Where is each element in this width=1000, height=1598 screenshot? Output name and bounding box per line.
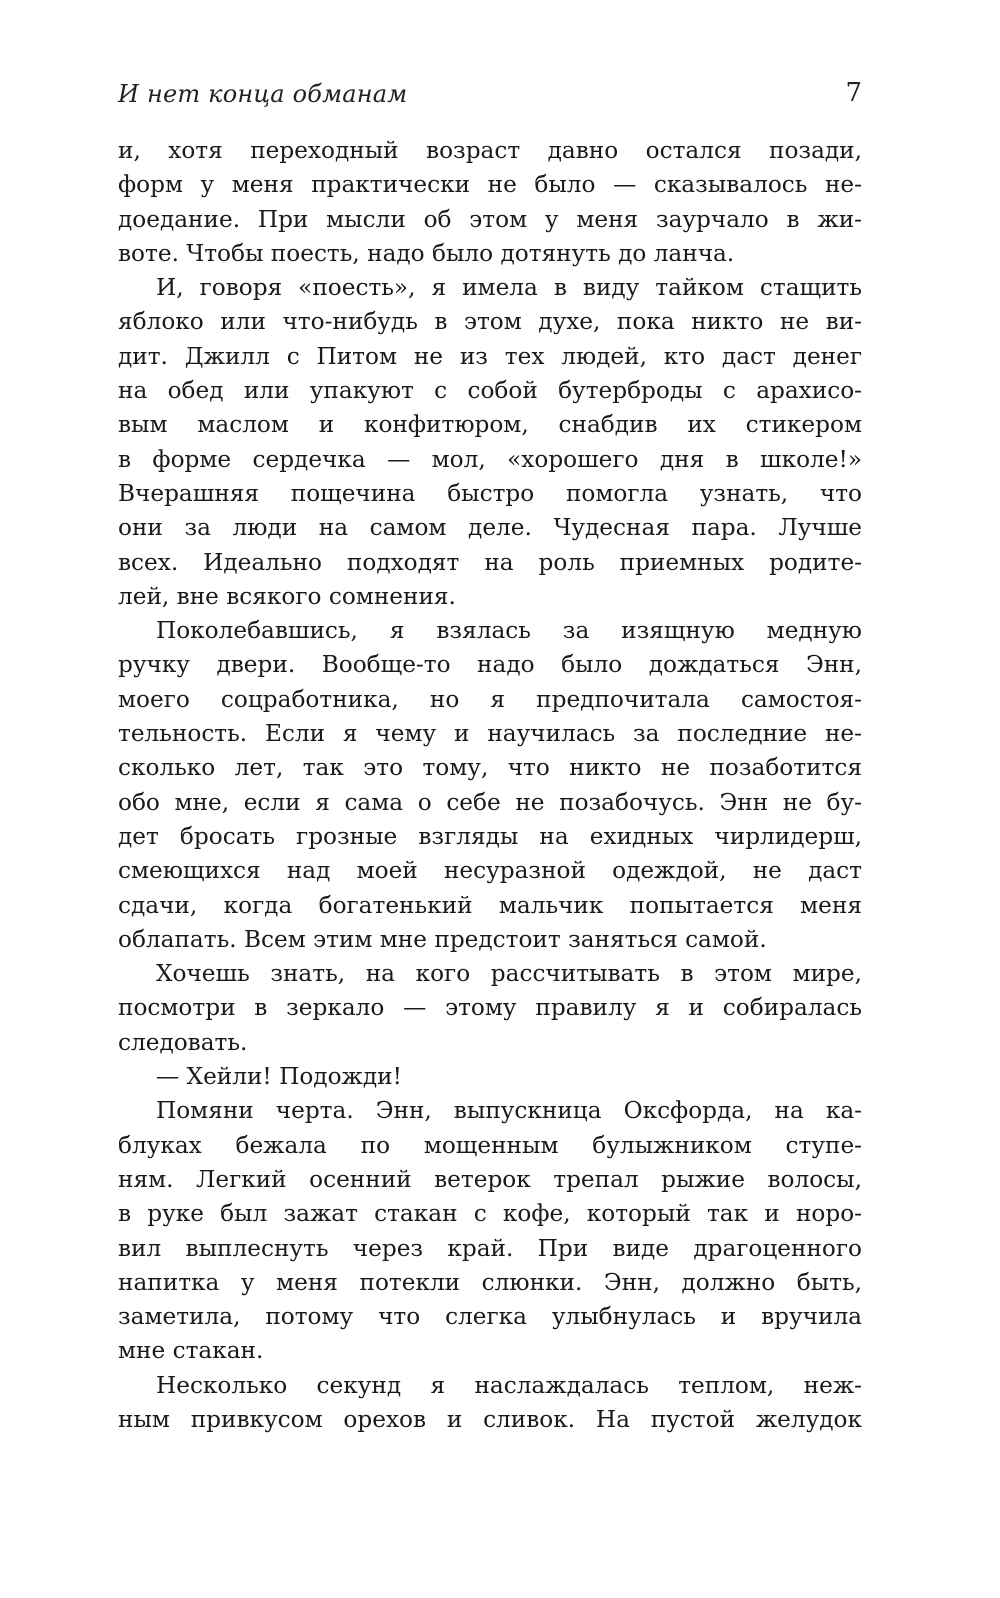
text-line: яблоко или что-нибудь в этом духе, пока никто не ви- <box>118 308 862 336</box>
text-line: дет бросать грозные взгляды на ехидных чирлидерш, <box>118 822 862 850</box>
text-line: ням. Легкий осенний ветерок трепал рыжие волосы, <box>118 1165 862 1193</box>
text-line: блуках бежала по мощенным булыжником ступе- <box>118 1131 862 1159</box>
text-line: Несколько секунд я наслаждалась теплом, неж- <box>156 1371 862 1399</box>
text-line: всех. Идеально подходят на роль приемных родите- <box>118 548 862 576</box>
text-line: заметила, потому что слегка улыбнулась и вручила <box>118 1303 862 1331</box>
text-line: Поколебавшись, я взялась за изящную медную <box>156 617 862 645</box>
text-line: вым маслом и конфитюром, снабдив их стикером <box>118 411 862 439</box>
text-line: посмотри в зеркало — этому правилу я и собиралась <box>118 994 862 1022</box>
text-line: ным привкусом орехов и сливок. На пустой желудок <box>118 1405 862 1433</box>
text-line: облапать. Всем этим мне предстоит заняться самой. <box>118 925 767 953</box>
text-line: Вчерашняя пощечина быстро помогла узнать, что <box>118 479 862 507</box>
text-line: и, хотя переходный возраст давно остался позади, <box>118 137 862 164</box>
text-line: воте. Чтобы поесть, надо было дотянуть до ланча. <box>118 239 735 267</box>
text-line: сдачи, когда богатенький мальчик попытается меня <box>118 891 862 919</box>
text-line: дит. Джилл с Питом не из тех людей, кто даст денег <box>118 342 862 370</box>
text-line: Помяни черта. Энн, выпускница Оксфорда, на ка- <box>156 1097 862 1125</box>
book-page <box>118 78 862 1437</box>
text-line: вил выплеснуть через край. При виде драгоценного <box>118 1234 862 1262</box>
text-line: напитка у меня потекли слюнки. Энн, должно быть, <box>118 1268 862 1296</box>
text-line: — Хейли! Подожди! <box>156 1063 402 1091</box>
page-number: 7 <box>845 78 862 108</box>
running-header <box>118 78 862 124</box>
text-line: мне стакан. <box>118 1337 264 1365</box>
body-text <box>118 134 862 1437</box>
text-line: сколько лет, так это тому, что никто не позаботится <box>118 754 862 782</box>
text-line: тельность. Если я чему и научилась за последние не- <box>118 720 862 748</box>
text-line: следовать. <box>118 1028 248 1056</box>
text-line: они за люди на самом деле. Чудесная пара. Лучше <box>118 514 862 542</box>
text-line: обо мне, если я сама о себе не позабочусь. Энн не бу- <box>118 788 862 816</box>
text-line: смеющихся над моей несуразной одеждой, не даст <box>118 857 862 885</box>
text-line: лей, вне всякого сомнения. <box>118 582 456 610</box>
text-line: в руке был зажат стакан с кофе, который так и норо- <box>118 1200 862 1228</box>
text-line: доедание. При мысли об этом у меня заурчало в жи- <box>118 205 862 233</box>
text-line: в форме сердечка — мол, «хорошего дня в школе!» <box>118 445 862 473</box>
text-line: моего соцработника, но я предпочитала самостоя- <box>118 685 862 713</box>
text-line: на обед или упакуют с собой бутерброды с арахисо- <box>118 377 862 405</box>
text-line: Хочешь знать, на кого рассчитывать в этом мире, <box>156 960 862 988</box>
text-line: ручку двери. Вообще-то надо было дождаться Энн, <box>118 651 862 679</box>
running-title: И нет конца обманам <box>118 80 408 108</box>
text-line: И, говоря «поесть», я имела в виду тайком стащить <box>156 274 862 302</box>
text-line: форм у меня практически не было — сказывалось не- <box>118 171 862 199</box>
